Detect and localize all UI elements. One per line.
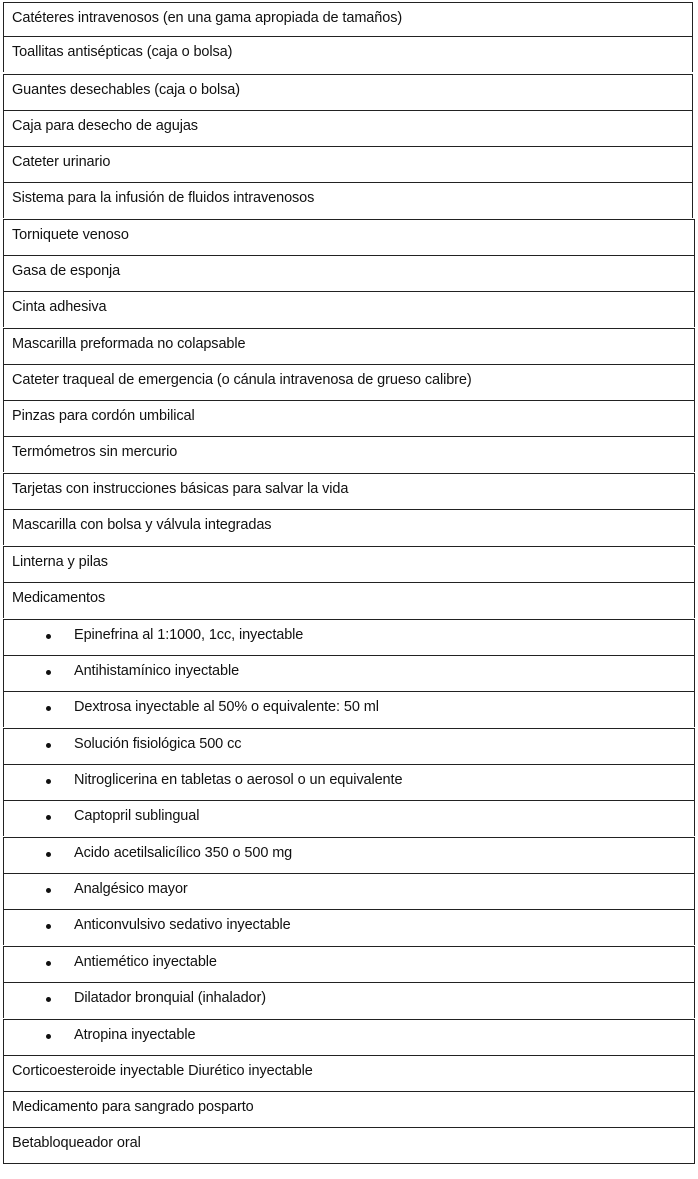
row-text: Sistema para la infusión de fluidos intravenosos xyxy=(12,190,315,206)
table-row xyxy=(3,546,695,582)
row-text: Analgésico mayor xyxy=(74,881,188,897)
row-text: Mascarilla con bolsa y válvula integradas xyxy=(12,517,272,533)
table-row xyxy=(3,873,695,909)
table-row xyxy=(3,255,695,291)
table-row xyxy=(3,2,693,38)
bullet-icon xyxy=(46,706,51,711)
table-row xyxy=(3,328,695,364)
row-text: Acido acetilsalicílico 350 o 500 mg xyxy=(74,845,293,861)
table-row xyxy=(3,1091,695,1127)
table-row xyxy=(3,619,695,655)
row-text: Mascarilla preformada no colapsable xyxy=(12,336,246,352)
row-text: Nitroglicerina en tabletas o aerosol o un equivalente xyxy=(74,772,403,788)
row-text: Dilatador bronquial (inhalador) xyxy=(74,990,266,1006)
row-text: Cinta adhesiva xyxy=(12,299,107,315)
table-row xyxy=(3,364,695,400)
table-row xyxy=(3,182,693,218)
table-row xyxy=(3,909,695,945)
table-row xyxy=(3,655,695,691)
row-text: Gasa de esponja xyxy=(12,263,121,279)
table-row xyxy=(3,800,695,836)
row-text: Corticoesteroide inyectable Diurético inyectable xyxy=(12,1063,313,1079)
bullet-icon xyxy=(46,815,51,820)
row-text: Captopril sublingual xyxy=(74,808,200,824)
bullet-icon xyxy=(46,779,51,784)
bullet-icon xyxy=(46,670,51,675)
row-text: Catéteres intravenosos (en una gama apropiada de tamaños) xyxy=(12,10,403,26)
row-text: Antihistamínico inyectable xyxy=(74,663,240,679)
row-text: Betabloqueador oral xyxy=(12,1135,141,1151)
row-text: Anticonvulsivo sedativo inyectable xyxy=(74,917,291,933)
row-text: Dextrosa inyectable al 50% o equivalente: 50 ml xyxy=(74,699,379,715)
table-row xyxy=(3,837,695,873)
row-text: Pinzas para cordón umbilical xyxy=(12,408,195,424)
table-row xyxy=(3,728,695,764)
table-row xyxy=(3,291,695,327)
bullet-icon xyxy=(46,888,51,893)
bullet-icon xyxy=(46,1034,51,1039)
row-text: Termómetros sin mercurio xyxy=(12,444,178,460)
bullet-icon xyxy=(46,924,51,929)
row-text: Tarjetas con instrucciones básicas para salvar la vida xyxy=(12,481,349,497)
table-row xyxy=(3,473,695,509)
row-text: Linterna y pilas xyxy=(12,554,108,570)
row-text: Solución fisiológica 500 cc xyxy=(74,736,242,752)
table-row xyxy=(3,74,693,110)
row-text: Medicamentos xyxy=(12,590,106,606)
row-text: Medicamento para sangrado posparto xyxy=(12,1099,254,1115)
table-row xyxy=(3,1019,695,1055)
table-row xyxy=(3,36,693,72)
table-row xyxy=(3,400,695,436)
row-text: Cateter urinario xyxy=(12,154,111,170)
table-row xyxy=(3,436,695,472)
table-row xyxy=(3,946,695,982)
table-row xyxy=(3,219,695,255)
bullet-icon xyxy=(46,634,51,639)
bullet-icon xyxy=(46,852,51,857)
row-text: Torniquete venoso xyxy=(12,227,129,243)
row-text: Atropina inyectable xyxy=(74,1027,196,1043)
bullet-icon xyxy=(46,743,51,748)
table-row xyxy=(3,1127,695,1164)
row-text: Cateter traqueal de emergencia (o cánula intravenosa de grueso calibre) xyxy=(12,372,472,388)
row-text: Epinefrina al 1:1000, 1cc, inyectable xyxy=(74,627,304,643)
row-text: Guantes desechables (caja o bolsa) xyxy=(12,82,240,98)
table-row xyxy=(3,764,695,800)
table-row xyxy=(3,582,695,618)
row-text: Toallitas antisépticas (caja o bolsa) xyxy=(12,44,233,60)
table-row xyxy=(3,691,695,727)
row-text: Caja para desecho de agujas xyxy=(12,118,198,134)
table-row xyxy=(3,509,695,545)
row-text: Antiemético inyectable xyxy=(74,954,217,970)
bullet-icon xyxy=(46,961,51,966)
table-row xyxy=(3,146,693,182)
table-row xyxy=(3,982,695,1018)
bullet-icon xyxy=(46,997,51,1002)
table-row xyxy=(3,110,693,146)
table-row xyxy=(3,1055,695,1091)
